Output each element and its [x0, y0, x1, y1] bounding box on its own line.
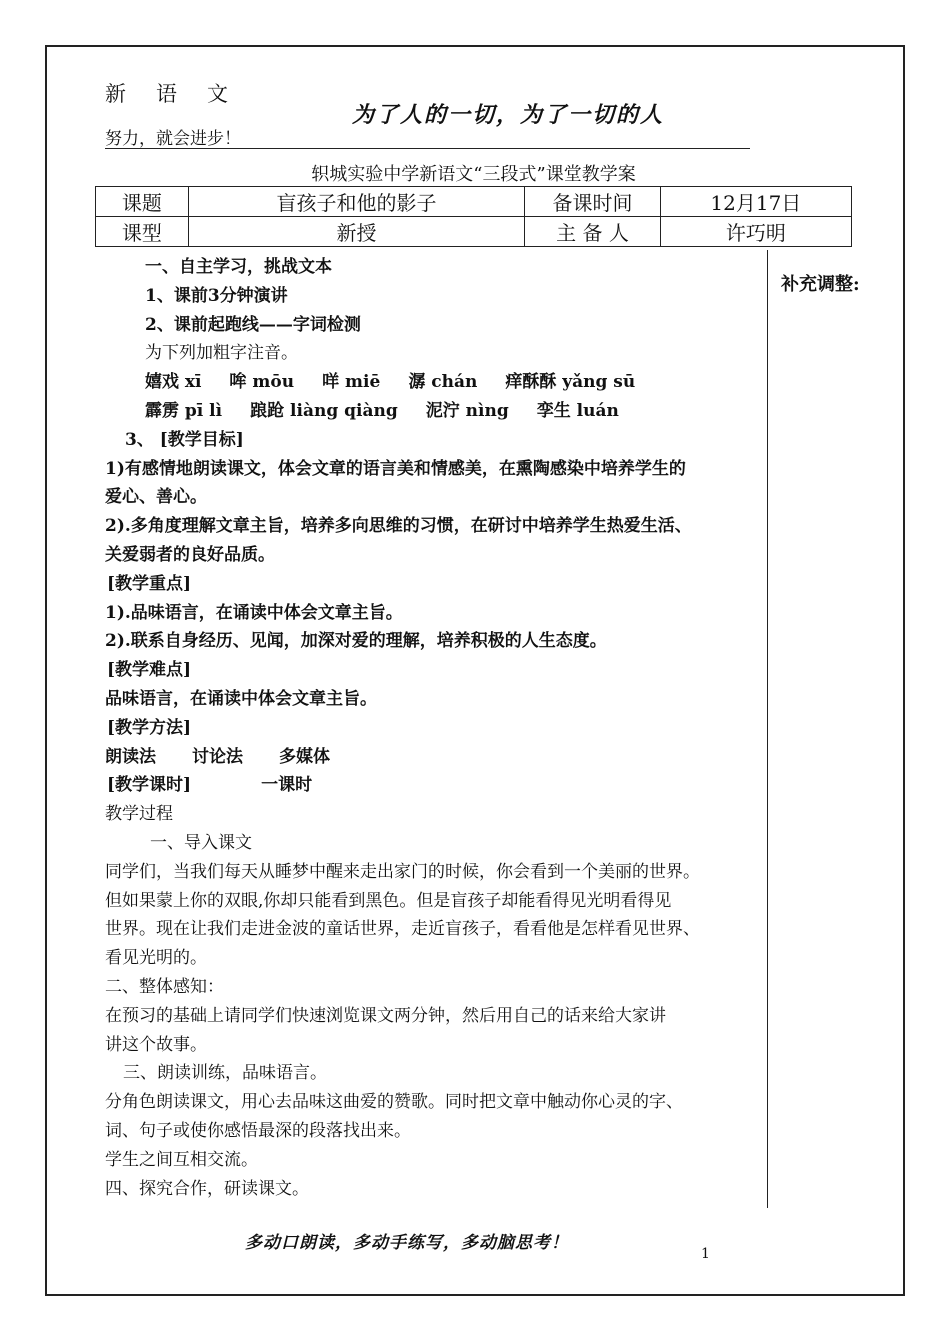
difficulty-heading: [教学难点] [107, 660, 192, 681]
header-motto: 努力，就会进步！ [105, 129, 241, 149]
key-point: 1).品味语言，在诵读中体会文章主旨。 [105, 602, 403, 623]
paragraph-line: 但如果蒙上你的双眼,你却只能看到黑色。但是盲孩子却能看得见光明看得见 [105, 890, 672, 911]
method-item: 朗读法 [105, 746, 156, 767]
vocab-row [105, 397, 767, 426]
paragraph-line: 分角色朗读课文，用心去品味这曲爱的赞歌。同时把文章中触动你心灵的字、 [105, 1092, 683, 1113]
margin-column-divider [767, 250, 768, 1208]
paragraph-line: 学生之间互相交流。 [105, 1149, 258, 1170]
goal-text: 关爱弱者的良好品质。 [105, 544, 275, 565]
vocab-word: 泥泞 nìng [425, 400, 509, 421]
header-slogan: 为了人的一切，为了一切的人 [352, 102, 665, 128]
paragraph-line: 词、句子或使你感悟最深的段落找出来。 [105, 1120, 411, 1141]
instruction-text: 为下列加粗字注音。 [145, 343, 298, 364]
table-cell: 主 备 人 [525, 217, 660, 247]
step-heading: 四、探究合作，研读课文。 [105, 1178, 309, 1199]
vocab-word: 潺 chán [408, 372, 478, 393]
section-heading: 一、自主学习，挑战文本 [145, 257, 332, 277]
list-item: 2、课前起跑线——字词检测 [145, 314, 361, 335]
step-heading: 一、导入课文 [150, 832, 252, 853]
key-point: 2).联系自身经历、见闻，加深对爱的理解，培养积极的人生态度。 [105, 631, 607, 652]
methods-row [105, 743, 767, 772]
list-item: 1、课前3分钟演讲 [145, 285, 288, 306]
paragraph-line: 在预习的基础上请同学们快速浏览课文两分钟，然后用自己的话来给大家讲 [105, 1005, 666, 1026]
paragraph-line: 看见光明的。 [105, 948, 207, 969]
table-cell: 课题 [96, 187, 189, 217]
methods-heading: [教学方法] [107, 717, 192, 738]
supplement-label: 补充调整: [781, 274, 860, 295]
goal-text: 2).多角度理解文章主旨，培养多向思维的习惯，在研讨中培养学生热爱生活、 [105, 516, 692, 537]
goal-text: 1)有感情地朗读课文，体会文章的语言美和情感美，在熏陶感染中培养学生的 [105, 458, 686, 479]
paragraph-line: 世界。现在让我们走进金波的童话世界，走近盲孩子，看看他是怎样看见世界、 [105, 919, 700, 940]
table-row [96, 187, 852, 217]
table-cell: 盲孩子和他的影子 [188, 187, 525, 217]
step-heading: 二、整体感知： [105, 976, 224, 997]
footer-motto: 多动口朗读，多动手练写，多动脑思考！ [245, 1233, 569, 1253]
paragraph-line: 讲这个故事。 [105, 1034, 207, 1055]
table-row [96, 217, 852, 247]
hours-value: 一课时 [261, 775, 313, 796]
table-cell: 备课时间 [525, 187, 660, 217]
vocab-word: 踉跄 liàng qiàng [250, 400, 398, 421]
table-cell: 许巧明 [660, 217, 851, 247]
goal-text: 爱心、善心。 [105, 487, 207, 508]
step-heading: 三、朗读训练，品味语言。 [123, 1063, 327, 1084]
method-item: 讨论法 [192, 746, 243, 767]
hours-row [105, 771, 767, 800]
table-cell: 课型 [96, 217, 189, 247]
list-item: 3、 [教学目标] [125, 429, 244, 450]
vocab-word: 咩 miē [322, 372, 381, 393]
vocab-row [105, 368, 767, 397]
vocab-word: 霹雳 pī lì [145, 400, 223, 421]
lesson-content [105, 253, 767, 1203]
hours-heading: [教学课时] [107, 775, 192, 796]
header-divider [105, 148, 750, 149]
vocab-word: 痒酥酥 yǎng sū [505, 372, 636, 393]
page-number: 1 [701, 1246, 710, 1262]
key-points-heading: [教学重点] [107, 573, 192, 594]
table-cell: 新授 [188, 217, 525, 247]
difficulty-text: 品味语言，在诵读中体会文章主旨。 [105, 688, 377, 709]
process-heading: 教学过程 [105, 804, 173, 825]
vocab-word: 哞 mōu [229, 372, 295, 393]
lesson-info-table [95, 186, 852, 247]
table-cell: 12月17日 [660, 187, 851, 217]
vocab-word: 嬉戏 xī [145, 372, 202, 393]
header-brand: 新语文 [105, 82, 258, 106]
paragraph-line: 同学们，当我们每天从睡梦中醒来走出家门的时候，你会看到一个美丽的世界。 [105, 861, 700, 882]
vocab-word: 孪生 luán [536, 400, 619, 421]
method-item: 多媒体 [279, 746, 330, 767]
document-title: 轵城实验中学新语文“三段式”课堂教学案 [311, 164, 636, 185]
